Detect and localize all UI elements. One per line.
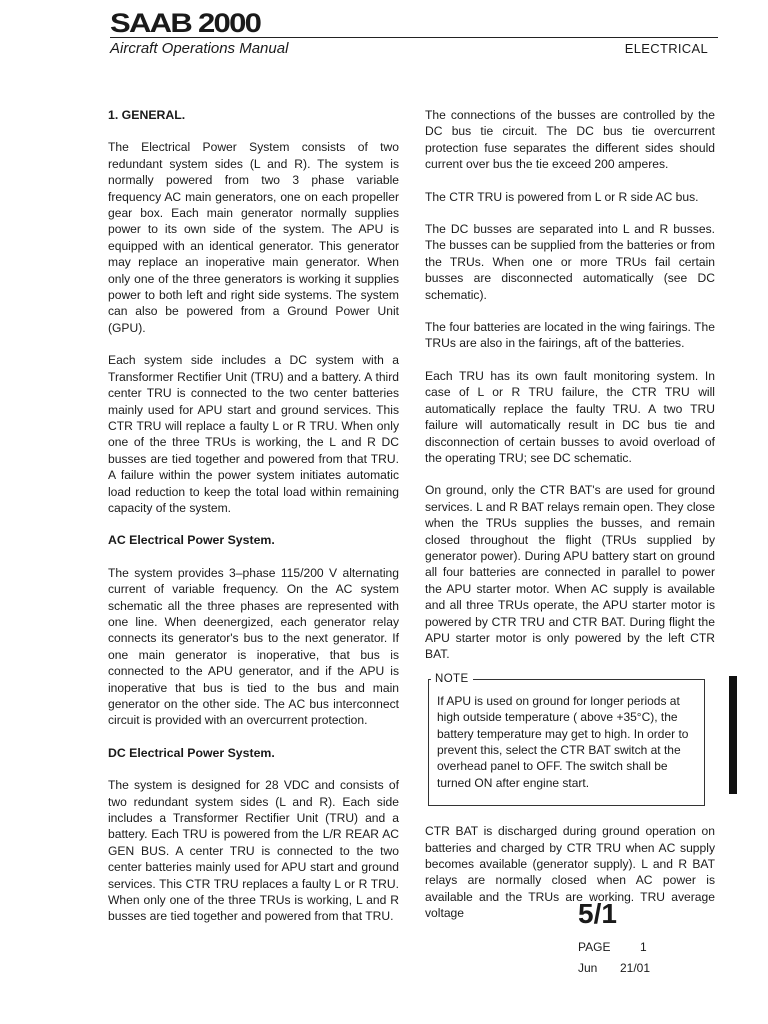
paragraph: On ground, only the CTR BAT's are used for ground services. L and R BAT relays remain open. They close when the TRUs supplies the busses, and remain closed throughout the flight (TRUs supplied by generator power). During APU battery start on ground all four batteries are connected in parallel to power the APU starter motor. When AC supply is available and all three TRUs operate, the APU starter motor is powered by CTR TRU and CTR BAT. During flight the APU starter motor is only powered by the left CTR BAT. (425, 483, 715, 662)
paragraph: CTR BAT is discharged during ground operation on batteries and charged by CTR TRU when AC supply becomes available (generator supply). L and R BAT relays are normally closed when AC power is available and the TRUs are working. TRU average voltage (425, 824, 715, 921)
heading-dc-system: DC Electrical Power System. (108, 745, 275, 760)
paragraph: Each TRU has its own fault monitoring system. In case of L or R TRU failure, the CTR TRU will automatically replace the faulty TRU. A two TRU failure will automatically result in DC bus tie and disconnection of certain busses to avoid overload of the operating TRU; see DC schematic. (425, 368, 715, 465)
paragraph: The connections of the busses are controlled by the DC bus tie circuit. The DC bus tie overcurrent protection fuse separates the different sides should current over bus the tie exceed 200 amperes. (425, 108, 715, 172)
paragraph: The system provides 3–phase 115/200 V alternating current of variable frequency. On the AC system schematic all the three phases are represented with one line. When deenergized, each generator relay connects its generator's bus to the next generator. If one main generator is inoperative, that bus is connected to the APU generator, and if the APU is inoperative that bus is tied to the bus and main generator on the other side. The AC bus interconnect circuit is provided with an overcurrent protection. (108, 565, 399, 728)
revision-month: Jun (578, 961, 598, 975)
note-label: NOTE (431, 671, 473, 687)
paragraph: Each system side includes a DC system with a Transformer Rectifier Unit (TRU) and a battery. A third center TRU is connected to the two center batteries mainly used for APU start and ground services. This CTR TRU will replace a faulty L or R TRU. When only one of the three TRUs is working, the L and R DC busses are tied together and powered from that TRU. A failure within the power system initiates automatic load reduction to keep the total load within remaining capacity of the system. (108, 353, 399, 515)
paragraph: The four batteries are located in the wing fairings. The TRUs are also in the fairings, aft of the batteries. (425, 320, 715, 351)
left-column (108, 107, 399, 941)
heading-ac-system: AC Electrical Power System. (108, 533, 275, 548)
header-rule (110, 37, 718, 38)
paragraph: The DC busses are separated into L and R busses. The busses can be supplied from the batteries or from the TRUs. When one or more TRUs fail certain busses are disconnected automatically (see DC schematic). (425, 222, 715, 302)
paragraph: The CTR TRU is powered from L or R side AC bus. (425, 189, 699, 204)
saab-logo: SAAB 2000 (110, 8, 261, 38)
page-num: 1 (640, 940, 647, 954)
page-label: PAGE (578, 940, 611, 954)
right-column (425, 107, 715, 938)
section-label: ELECTRICAL (624, 41, 708, 56)
paragraph: The system is designed for 28 VDC and consists of two redundant system sides (L and R). Each side includes a Transformer Rectifier Unit (TRU) and a battery. Each TRU is powered from the L/R REAR AC GEN BUS. A center TRU is connected to the two center batteries mainly used for APU start and ground services. This CTR TRU replaces a faulty L or R TRU. When only one of the three TRUs is working, L and R busses are tied together and powered from that TRU. (108, 778, 399, 924)
note-box (428, 672, 705, 806)
heading-general: 1. GENERAL. (108, 108, 186, 122)
revision-change-bar (729, 676, 737, 794)
note-text: If APU is used on ground for longer periods at high outside temperature ( above +35°C), the battery temperature may get to high. In order to prevent this, select the CTR BAT switch at the overhead panel to OFF. The switch shall be turned ON after engine start. (437, 693, 689, 790)
paragraph: The Electrical Power System consists of two redundant system sides (L and R). The system is normally powered from two 3 phase variable frequency AC main generators, one on each propeller gear box. Each main generator normally supplies power to its own side of the system. The APU is equipped with an identical generator. This generator may replace an inoperative main generator. When only one of the three generators is working it supplies power to both left and right side systems. The system can also be powered from a Ground Power Unit (GPU). (108, 140, 399, 335)
manual-title: Aircraft Operations Manual (110, 40, 289, 57)
revision-date: 21/01 (620, 961, 651, 975)
page-number: 5/1 (578, 898, 617, 929)
